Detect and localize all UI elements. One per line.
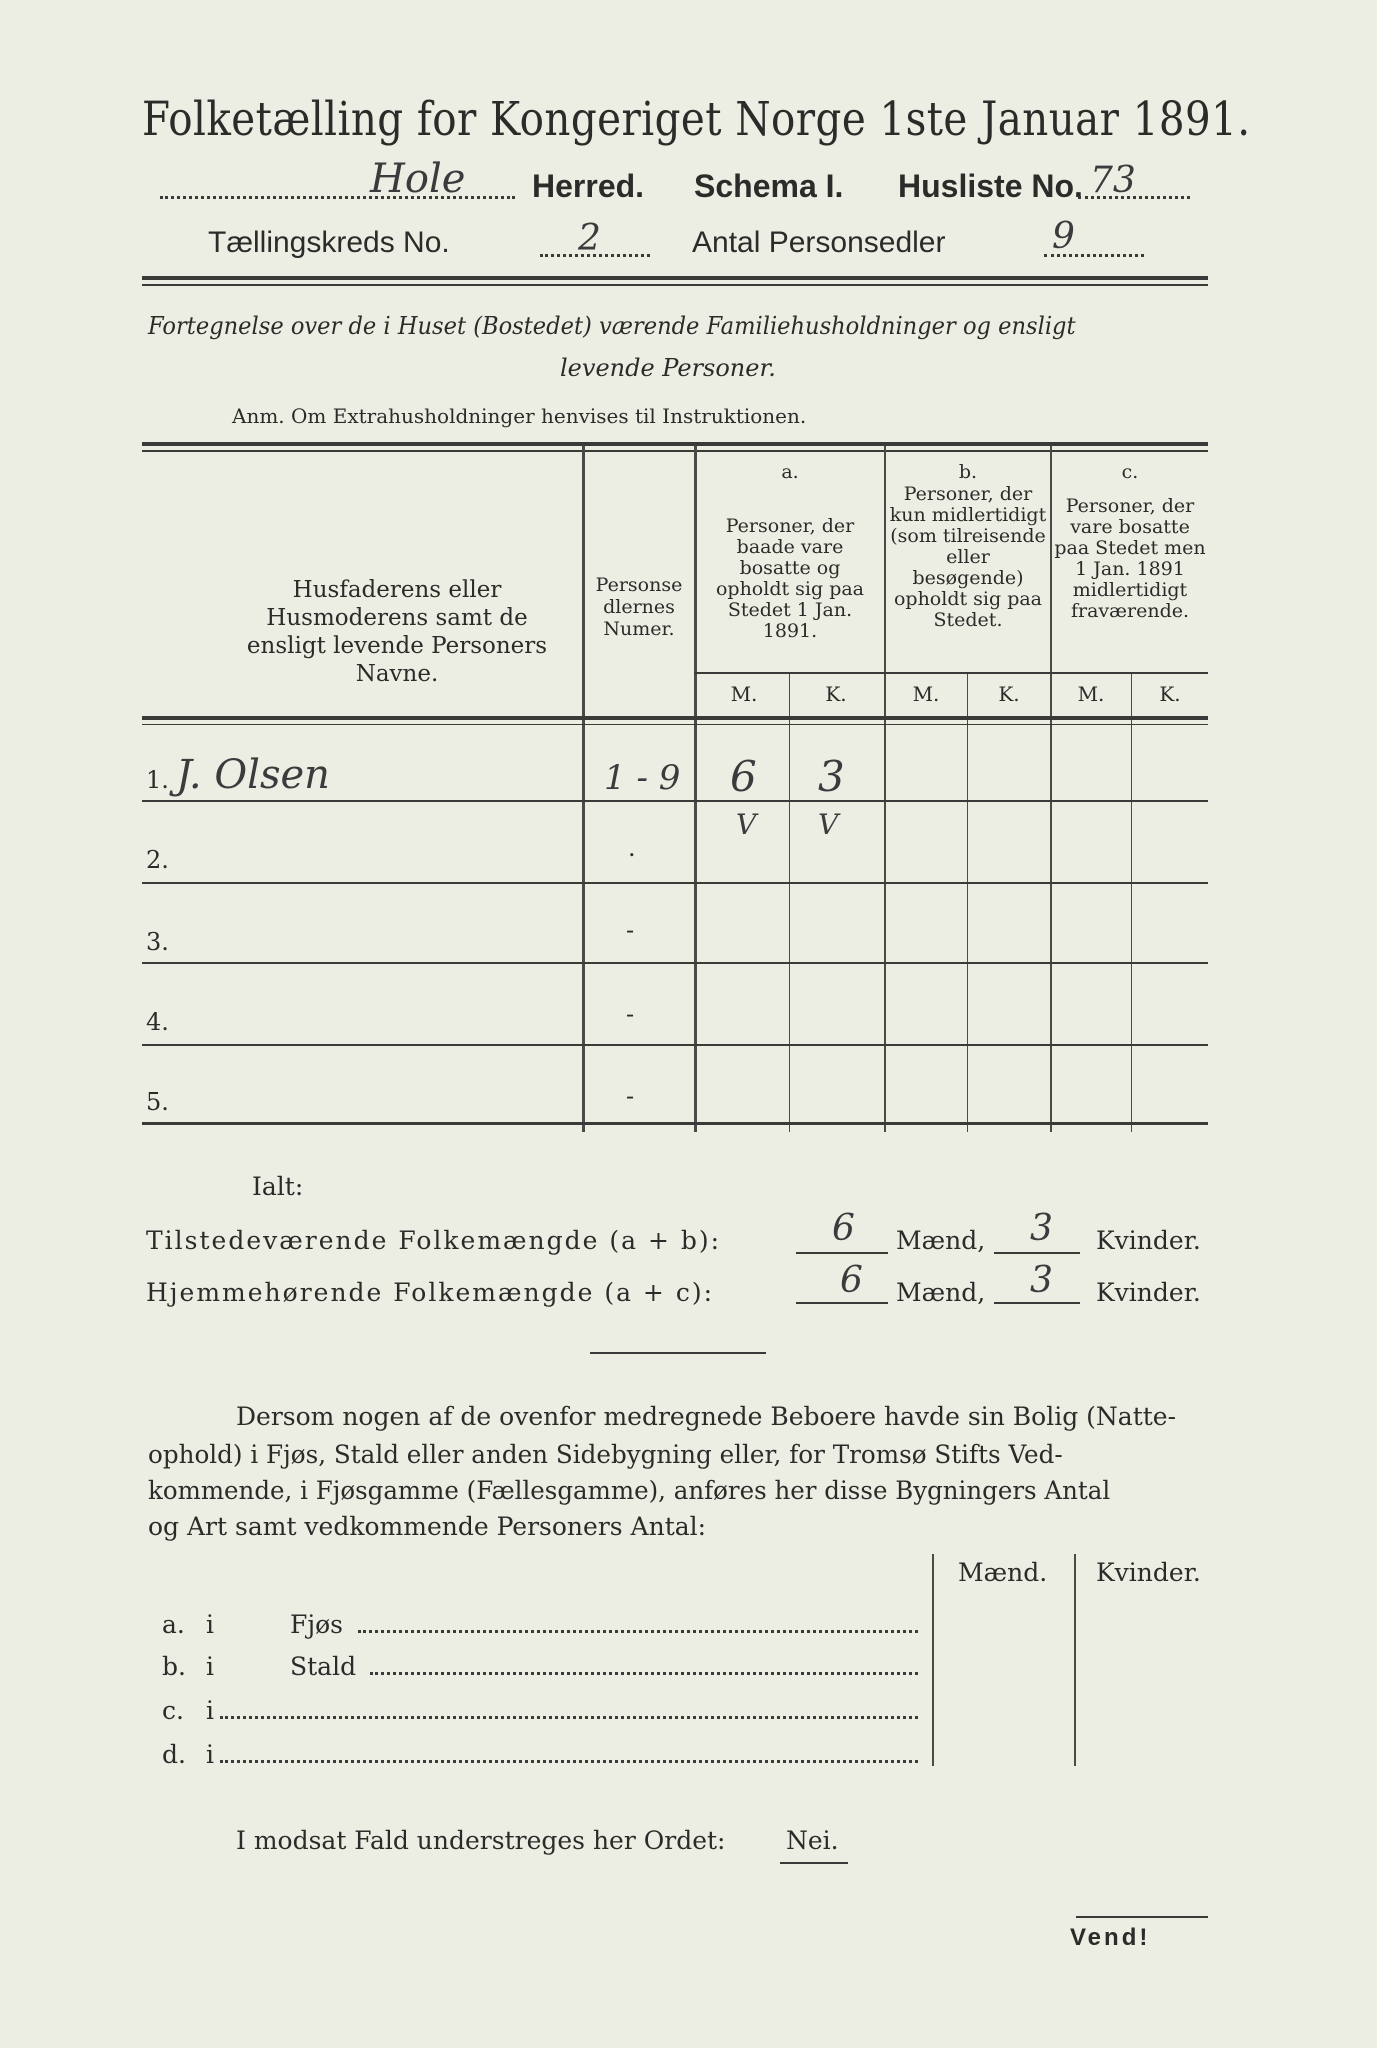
c-m-label: M. xyxy=(1077,682,1105,706)
anm-note: Anm. Om Extrahusholdninger henvises til Instruktionen. xyxy=(232,404,807,428)
separator xyxy=(590,1352,766,1354)
row-3-number: 3. xyxy=(146,928,169,956)
row-1-numer: 1 - 9 xyxy=(604,758,681,798)
item-d-letter: d. xyxy=(162,1740,186,1769)
hjemme-maend-label: Mænd, xyxy=(896,1278,986,1307)
row-5-numer: - xyxy=(626,1082,635,1110)
row-1-check-m: V xyxy=(736,808,757,841)
b-k-label: K. xyxy=(998,682,1020,706)
col-c-header: Personer, der vare bosatte paa Stedet men 1 Jan. 1891 midlertidigt fraværende. xyxy=(1054,495,1206,622)
husliste-label: Husliste No. xyxy=(898,168,1083,204)
col-a-header: Personer, der baade vare bosatte og opholdt sig paa Stedet 1 Jan. 1891. xyxy=(715,515,865,642)
col-a-letter: a. xyxy=(781,461,799,483)
hjemme-kvinder-label: Kvinder. xyxy=(1096,1278,1201,1307)
kreds-value: 2 xyxy=(578,218,601,259)
row-1-name: J. Olsen xyxy=(176,752,330,798)
b-m-label: M. xyxy=(912,682,940,706)
item-a-i: i xyxy=(206,1610,214,1639)
para-line3: kommende, i Fjøsgamme (Fællesgamme), anføres her disse Bygningers Antal xyxy=(148,1476,1111,1505)
item-a-label: Fjøs xyxy=(290,1610,343,1639)
row-1-check-k: V xyxy=(818,808,839,841)
hjemme-maend: 6 xyxy=(840,1260,863,1301)
row-1-number: 1. xyxy=(146,766,169,794)
ialt-label: Ialt: xyxy=(252,1172,304,1201)
herred-value: Hole xyxy=(370,156,466,202)
item-b-i: i xyxy=(206,1652,214,1681)
tilstede-maend: 6 xyxy=(832,1208,855,1249)
row-4-numer: - xyxy=(626,1000,635,1028)
item-c-letter: c. xyxy=(162,1696,184,1725)
col-b-header: Personer, der kun midlertidigt (som tilreisende eller besøgende) opholdt sig paa Stedet. xyxy=(889,483,1047,631)
para-line2: ophold) i Fjøs, Stald eller anden Sidebygning eller, for Tromsø Stifts Ved- xyxy=(148,1440,1063,1469)
husliste-value: 73 xyxy=(1090,160,1136,201)
form-title: Folketælling for Kongeriget Norge 1ste Januar 1891. xyxy=(142,92,1251,147)
herred-label: Herred. xyxy=(532,168,645,204)
modsat-text: I modsat Fald understreges her Ordet: xyxy=(236,1826,726,1855)
col-b-letter: b. xyxy=(958,461,978,483)
vend-label: Vend! xyxy=(1070,1924,1151,1951)
item-d-i: i xyxy=(206,1740,214,1769)
a-k-label: K. xyxy=(825,682,847,706)
para-line4: og Art samt vedkommende Personers Antal: xyxy=(148,1512,707,1541)
item-a-letter: a. xyxy=(162,1610,185,1639)
a-m-label: M. xyxy=(730,682,758,706)
tilstede-maend-label: Mænd, xyxy=(896,1226,986,1255)
antal-value: 9 xyxy=(1052,216,1075,257)
intro-line1: Fortegnelse over de i Huset (Bostedet) værende Familiehusholdninger og ensligt xyxy=(148,312,1076,340)
intro-line2: levende Personer. xyxy=(560,354,776,382)
kreds-label: Tællingskreds No. xyxy=(208,226,450,259)
schema-label: Schema I. xyxy=(694,168,844,204)
tilstede-kvinder-label: Kvinder. xyxy=(1096,1226,1201,1255)
col-names-header: Husfaderens eller Husmoderens samt de ensligt levende Personers Navne. xyxy=(246,577,548,687)
antal-label: Antal Personsedler xyxy=(692,226,946,259)
row-1-a-k: 3 xyxy=(818,752,845,801)
para-line1: Dersom nogen af de ovenfor medregnede Beboere havde sin Bolig (Natte- xyxy=(236,1402,1177,1431)
item-b-letter: b. xyxy=(162,1652,186,1681)
hjemme-label: Hjemmehørende Folkemængde (a + c): xyxy=(146,1278,714,1307)
nei-word: Nei. xyxy=(786,1826,839,1855)
row-3-numer: - xyxy=(626,916,635,944)
item-b-label: Stald xyxy=(290,1652,357,1681)
col-numer-header: Personsedlernes Numer. xyxy=(595,574,683,640)
hjemme-kvinder: 3 xyxy=(1030,1260,1053,1301)
tilstede-label: Tilstedeværende Folkemængde (a + b): xyxy=(146,1226,722,1255)
tilstede-kvinder: 3 xyxy=(1030,1208,1053,1249)
col-c-letter: c. xyxy=(1121,461,1139,483)
row-2-number: 2. xyxy=(146,846,169,874)
item-c-i: i xyxy=(206,1696,214,1725)
row-2-numer: . xyxy=(628,834,636,862)
row-5-number: 5. xyxy=(146,1088,169,1116)
kvinder-column-label: Kvinder. xyxy=(1096,1558,1201,1587)
row-1-a-m: 6 xyxy=(730,752,757,801)
maend-column-label: Mænd. xyxy=(958,1558,1048,1587)
row-4-number: 4. xyxy=(146,1008,169,1036)
c-k-label: K. xyxy=(1159,682,1181,706)
